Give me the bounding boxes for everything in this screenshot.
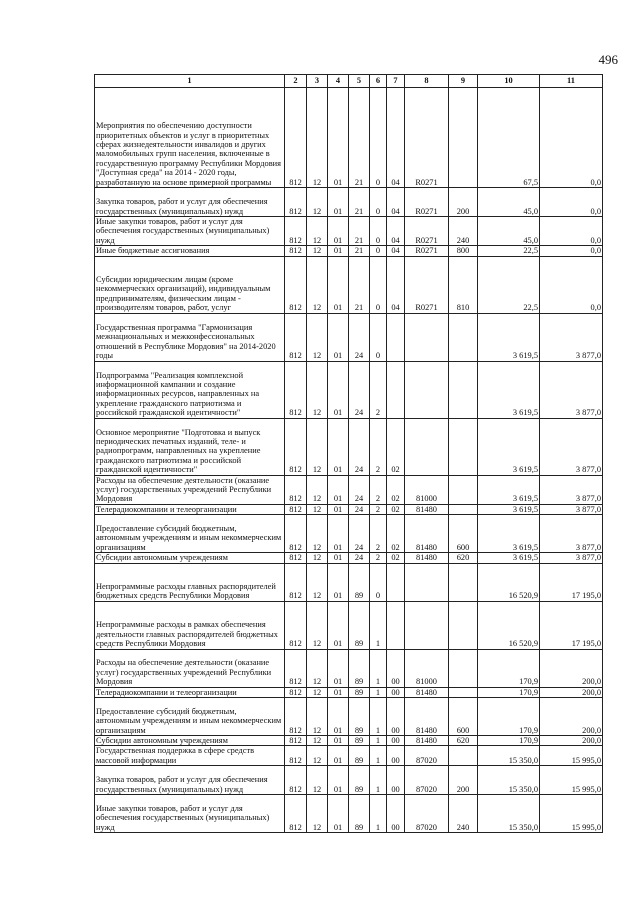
row-label: Мероприятия по обеспечению доступности приоритетных объектов и услуг в приоритетных сферах жизнедеятельности инвалидов и других маломобильных групп населения, включенные в государственную программу Республики Мордовия "Доступная среда" на 2014 - 2020 годы, разработанную на основе примерной программы [95, 88, 285, 188]
cell-amount-11: 0,0 [540, 256, 603, 313]
cell-amount-10: 3 619,5 [478, 418, 540, 475]
cell-code-5: 24 [349, 504, 370, 514]
cell-amount-11: 0,0 [540, 246, 603, 256]
row-label: Закупка товаров, работ и услуг для обеспечения государственных (муниципальных) нужд [95, 766, 285, 795]
table-row [95, 746, 603, 766]
column-header: 7 [387, 75, 405, 88]
cell-code-4: 01 [328, 256, 349, 313]
cell-code-8: R0271 [405, 88, 449, 188]
cell-code-4: 01 [328, 736, 349, 746]
cell-code-6: 1 [370, 649, 387, 687]
cell-code-6: 1 [370, 766, 387, 795]
cell-amount-10: 170,9 [478, 687, 540, 697]
cell-amount-10: 45,0 [478, 188, 540, 217]
cell-code-5: 24 [349, 475, 370, 504]
table-row [95, 475, 603, 504]
cell-code-7: 00 [387, 649, 405, 687]
cell-amount-11: 17 195,0 [540, 563, 603, 601]
cell-code-9 [449, 563, 478, 601]
cell-amount-11: 3 877,0 [540, 418, 603, 475]
row-label: Предоставление субсидий бюджетным, автономным учреждениям и иным некоммерческим организациям [95, 515, 285, 553]
cell-amount-10: 170,9 [478, 736, 540, 746]
cell-code-5: 89 [349, 736, 370, 746]
cell-amount-10: 3 619,5 [478, 553, 540, 563]
cell-amount-11: 200,0 [540, 687, 603, 697]
cell-code-7: 04 [387, 246, 405, 256]
cell-code-4: 01 [328, 766, 349, 795]
cell-code-9: 200 [449, 766, 478, 795]
row-label: Государственная поддержка в сфере средств массовой информации [95, 746, 285, 766]
column-header: 5 [349, 75, 370, 88]
cell-code-9 [449, 746, 478, 766]
column-header: 11 [540, 75, 603, 88]
cell-code-6: 1 [370, 746, 387, 766]
cell-code-3: 12 [307, 766, 328, 795]
cell-code-3: 12 [307, 88, 328, 188]
cell-code-5: 21 [349, 256, 370, 313]
cell-code-8: R0271 [405, 246, 449, 256]
cell-code-5: 24 [349, 553, 370, 563]
table-row [95, 256, 603, 313]
row-label: Основное мероприятие "Подготовка и выпуск периодических печатных изданий, теле- и радиопрограмм, направленных на укрепление гражданского патриотизма и российской гражданской идентичности" [95, 418, 285, 475]
cell-amount-11: 3 877,0 [540, 515, 603, 553]
cell-code-6: 2 [370, 515, 387, 553]
column-header: 2 [285, 75, 307, 88]
cell-code-5: 89 [349, 795, 370, 833]
cell-code-7: 02 [387, 553, 405, 563]
row-label: Непрограммные расходы главных распорядителей бюджетных средств Республики Мордовия [95, 563, 285, 601]
cell-code-6: 2 [370, 361, 387, 418]
cell-code-8: 81000 [405, 475, 449, 504]
cell-code-5: 89 [349, 698, 370, 736]
cell-code-2: 812 [285, 698, 307, 736]
row-label: Предоставление субсидий бюджетным, автономным учреждениям и иным некоммерческим организациям [95, 698, 285, 736]
cell-code-2: 812 [285, 504, 307, 514]
cell-code-2: 812 [285, 553, 307, 563]
cell-code-3: 12 [307, 361, 328, 418]
cell-amount-11: 3 877,0 [540, 361, 603, 418]
cell-amount-10: 15 350,0 [478, 746, 540, 766]
cell-code-3: 12 [307, 475, 328, 504]
table-row [95, 736, 603, 746]
cell-code-4: 01 [328, 88, 349, 188]
cell-amount-10: 67,5 [478, 88, 540, 188]
cell-code-9: 600 [449, 698, 478, 736]
cell-code-6: 0 [370, 256, 387, 313]
cell-amount-10: 15 350,0 [478, 766, 540, 795]
cell-code-7 [387, 601, 405, 649]
table-body [95, 88, 603, 833]
table-row [95, 418, 603, 475]
cell-code-7: 04 [387, 217, 405, 246]
row-label: Субсидии юридическим лицам (кроме некоммерческих организаций), индивидуальным предпринимателям, физическим лицам - производителям товаров, работ, услуг [95, 256, 285, 313]
cell-code-3: 12 [307, 504, 328, 514]
cell-code-4: 01 [328, 563, 349, 601]
cell-code-6: 1 [370, 687, 387, 697]
row-label: Телерадиокомпании и телеорганизации [95, 504, 285, 514]
cell-code-7: 02 [387, 504, 405, 514]
cell-code-3: 12 [307, 553, 328, 563]
cell-code-6: 0 [370, 313, 387, 361]
cell-code-7 [387, 313, 405, 361]
cell-code-3: 12 [307, 649, 328, 687]
row-label: Непрограммные расходы в рамках обеспечения деятельности главных распорядителей бюджетных средств Республики Мордовия [95, 601, 285, 649]
cell-code-7: 04 [387, 256, 405, 313]
cell-code-9 [449, 475, 478, 504]
cell-code-6: 0 [370, 88, 387, 188]
cell-code-6: 1 [370, 736, 387, 746]
cell-code-6: 2 [370, 418, 387, 475]
cell-code-2: 812 [285, 563, 307, 601]
cell-code-9: 600 [449, 515, 478, 553]
cell-code-8: 81480 [405, 553, 449, 563]
cell-amount-10: 15 350,0 [478, 795, 540, 833]
cell-code-3: 12 [307, 746, 328, 766]
cell-code-6: 0 [370, 217, 387, 246]
table-row [95, 698, 603, 736]
table-row [95, 687, 603, 697]
table-row [95, 504, 603, 514]
table-header-row [95, 75, 603, 88]
table-row [95, 246, 603, 256]
cell-code-3: 12 [307, 515, 328, 553]
cell-amount-11: 17 195,0 [540, 601, 603, 649]
table-row [95, 313, 603, 361]
cell-code-4: 01 [328, 246, 349, 256]
cell-code-6: 2 [370, 504, 387, 514]
cell-code-7: 04 [387, 188, 405, 217]
cell-code-9: 810 [449, 256, 478, 313]
cell-code-5: 24 [349, 418, 370, 475]
cell-code-4: 01 [328, 188, 349, 217]
cell-code-9 [449, 649, 478, 687]
cell-code-6: 1 [370, 698, 387, 736]
cell-code-5: 24 [349, 313, 370, 361]
page-number: 496 [598, 52, 618, 67]
cell-code-5: 89 [349, 687, 370, 697]
cell-amount-11: 15 995,0 [540, 746, 603, 766]
cell-amount-11: 3 877,0 [540, 475, 603, 504]
cell-code-7: 00 [387, 746, 405, 766]
cell-code-7: 02 [387, 475, 405, 504]
cell-code-6: 0 [370, 246, 387, 256]
cell-code-3: 12 [307, 563, 328, 601]
cell-code-8 [405, 313, 449, 361]
column-header: 1 [95, 75, 285, 88]
cell-code-2: 812 [285, 88, 307, 188]
table-row [95, 766, 603, 795]
cell-code-4: 01 [328, 649, 349, 687]
cell-code-7 [387, 361, 405, 418]
cell-amount-11: 0,0 [540, 188, 603, 217]
cell-code-2: 812 [285, 687, 307, 697]
cell-code-2: 812 [285, 361, 307, 418]
table-row [95, 361, 603, 418]
table-row [95, 601, 603, 649]
row-label: Иные закупки товаров, работ и услуг для обеспечения государственных (муниципальных) нужд [95, 217, 285, 246]
cell-code-8 [405, 601, 449, 649]
cell-code-9: 620 [449, 553, 478, 563]
cell-code-5: 24 [349, 515, 370, 553]
cell-code-5: 21 [349, 246, 370, 256]
row-label: Телерадиокомпании и телеорганизации [95, 687, 285, 697]
cell-code-3: 12 [307, 256, 328, 313]
cell-amount-10: 3 619,5 [478, 475, 540, 504]
cell-code-4: 01 [328, 601, 349, 649]
cell-code-2: 812 [285, 795, 307, 833]
cell-code-8: R0271 [405, 217, 449, 246]
cell-code-6: 2 [370, 475, 387, 504]
row-label: Государственная программа "Гармонизация межнациональных и межконфессиональных отношений в Республике Мордовия" на 2014-2020 годы [95, 313, 285, 361]
cell-code-8: 87020 [405, 746, 449, 766]
cell-amount-10: 16 520,9 [478, 563, 540, 601]
cell-code-8: 87020 [405, 795, 449, 833]
row-label: Расходы на обеспечение деятельности (оказание услуг) государственных учреждений Республики Мордовия [95, 649, 285, 687]
cell-code-5: 89 [349, 766, 370, 795]
cell-code-4: 01 [328, 553, 349, 563]
cell-amount-10: 3 619,5 [478, 504, 540, 514]
cell-amount-10: 16 520,9 [478, 601, 540, 649]
cell-code-2: 812 [285, 418, 307, 475]
table-row [95, 563, 603, 601]
cell-code-9 [449, 361, 478, 418]
column-header: 3 [307, 75, 328, 88]
row-label: Субсидии автономным учреждениям [95, 736, 285, 746]
cell-amount-10: 3 619,5 [478, 515, 540, 553]
cell-code-2: 812 [285, 256, 307, 313]
cell-amount-11: 200,0 [540, 649, 603, 687]
budget-table [94, 74, 603, 833]
cell-code-4: 01 [328, 217, 349, 246]
cell-code-2: 812 [285, 736, 307, 746]
cell-code-6: 2 [370, 553, 387, 563]
table-row [95, 553, 603, 563]
cell-code-5: 89 [349, 601, 370, 649]
cell-code-7: 04 [387, 88, 405, 188]
cell-amount-10: 170,9 [478, 698, 540, 736]
cell-code-4: 01 [328, 795, 349, 833]
cell-code-7 [387, 563, 405, 601]
cell-code-8: 81480 [405, 687, 449, 697]
cell-code-7: 02 [387, 418, 405, 475]
cell-code-7: 02 [387, 515, 405, 553]
cell-code-4: 01 [328, 746, 349, 766]
cell-code-4: 01 [328, 504, 349, 514]
cell-code-9 [449, 601, 478, 649]
cell-amount-11: 3 877,0 [540, 553, 603, 563]
cell-code-5: 89 [349, 746, 370, 766]
row-label: Иные закупки товаров, работ и услуг для обеспечения государственных (муниципальных) нужд [95, 795, 285, 833]
cell-code-3: 12 [307, 736, 328, 746]
cell-code-3: 12 [307, 795, 328, 833]
cell-code-9: 240 [449, 217, 478, 246]
cell-code-3: 12 [307, 601, 328, 649]
cell-code-6: 0 [370, 188, 387, 217]
cell-code-2: 812 [285, 188, 307, 217]
row-label: Подпрограмма "Реализация комплексной информационной кампании и создание информационных ресурсов, направленных на укрепление гражданского патриотизма и российской гражданской идентичности" [95, 361, 285, 418]
cell-code-8: R0271 [405, 256, 449, 313]
cell-amount-11: 3 877,0 [540, 313, 603, 361]
table-row [95, 649, 603, 687]
cell-code-4: 01 [328, 475, 349, 504]
cell-code-4: 01 [328, 361, 349, 418]
cell-code-2: 812 [285, 601, 307, 649]
table-row [95, 795, 603, 833]
row-label: Иные бюджетные ассигнования [95, 246, 285, 256]
cell-code-2: 812 [285, 217, 307, 246]
cell-code-8: 87020 [405, 766, 449, 795]
cell-amount-11: 15 995,0 [540, 795, 603, 833]
cell-code-2: 812 [285, 649, 307, 687]
cell-amount-11: 200,0 [540, 698, 603, 736]
table-row [95, 88, 603, 188]
cell-code-2: 812 [285, 246, 307, 256]
cell-code-8: R0271 [405, 188, 449, 217]
cell-code-9 [449, 504, 478, 514]
cell-code-4: 01 [328, 418, 349, 475]
cell-code-6: 0 [370, 563, 387, 601]
cell-code-3: 12 [307, 418, 328, 475]
cell-code-3: 12 [307, 246, 328, 256]
row-label: Закупка товаров, работ и услуг для обеспечения государственных (муниципальных) нужд [95, 188, 285, 217]
cell-amount-10: 3 619,5 [478, 313, 540, 361]
cell-code-4: 01 [328, 515, 349, 553]
table-row [95, 217, 603, 246]
cell-code-8: 81480 [405, 515, 449, 553]
cell-amount-10: 22,5 [478, 246, 540, 256]
cell-code-9 [449, 313, 478, 361]
cell-code-9 [449, 687, 478, 697]
cell-code-9 [449, 418, 478, 475]
cell-code-2: 812 [285, 313, 307, 361]
cell-code-3: 12 [307, 313, 328, 361]
cell-code-8: 81480 [405, 698, 449, 736]
cell-code-8: 81000 [405, 649, 449, 687]
cell-code-4: 01 [328, 687, 349, 697]
cell-code-4: 01 [328, 698, 349, 736]
cell-code-7: 00 [387, 736, 405, 746]
cell-code-9: 800 [449, 246, 478, 256]
column-header: 4 [328, 75, 349, 88]
cell-code-8: 81480 [405, 736, 449, 746]
cell-code-3: 12 [307, 687, 328, 697]
cell-code-5: 89 [349, 649, 370, 687]
table-row [95, 188, 603, 217]
cell-amount-11: 0,0 [540, 217, 603, 246]
column-header: 10 [478, 75, 540, 88]
cell-code-5: 24 [349, 361, 370, 418]
cell-code-6: 1 [370, 601, 387, 649]
cell-code-3: 12 [307, 698, 328, 736]
cell-code-6: 1 [370, 795, 387, 833]
cell-amount-10: 3 619,5 [478, 361, 540, 418]
column-header: 8 [405, 75, 449, 88]
cell-code-3: 12 [307, 217, 328, 246]
cell-code-8 [405, 563, 449, 601]
cell-amount-10: 170,9 [478, 649, 540, 687]
cell-code-8 [405, 418, 449, 475]
cell-code-8: 81480 [405, 504, 449, 514]
cell-code-7: 00 [387, 766, 405, 795]
cell-code-7: 00 [387, 795, 405, 833]
column-header: 6 [370, 75, 387, 88]
cell-code-9: 620 [449, 736, 478, 746]
cell-code-2: 812 [285, 475, 307, 504]
cell-code-9: 200 [449, 188, 478, 217]
cell-amount-10: 45,0 [478, 217, 540, 246]
cell-code-2: 812 [285, 766, 307, 795]
cell-code-7: 00 [387, 687, 405, 697]
cell-code-5: 21 [349, 88, 370, 188]
cell-code-9 [449, 88, 478, 188]
cell-code-3: 12 [307, 188, 328, 217]
cell-code-8 [405, 361, 449, 418]
cell-amount-10: 22,5 [478, 256, 540, 313]
cell-code-5: 21 [349, 188, 370, 217]
row-label: Расходы на обеспечение деятельности (оказание услуг) государственных учреждений Республики Мордовия [95, 475, 285, 504]
cell-amount-11: 0,0 [540, 88, 603, 188]
column-header: 9 [449, 75, 478, 88]
cell-code-9: 240 [449, 795, 478, 833]
cell-amount-11: 3 877,0 [540, 504, 603, 514]
cell-code-2: 812 [285, 746, 307, 766]
cell-amount-11: 200,0 [540, 736, 603, 746]
table-row [95, 515, 603, 553]
cell-code-7: 00 [387, 698, 405, 736]
cell-code-5: 89 [349, 563, 370, 601]
cell-code-2: 812 [285, 515, 307, 553]
cell-amount-11: 15 995,0 [540, 766, 603, 795]
cell-code-4: 01 [328, 313, 349, 361]
cell-code-5: 21 [349, 217, 370, 246]
row-label: Субсидии автономным учреждениям [95, 553, 285, 563]
